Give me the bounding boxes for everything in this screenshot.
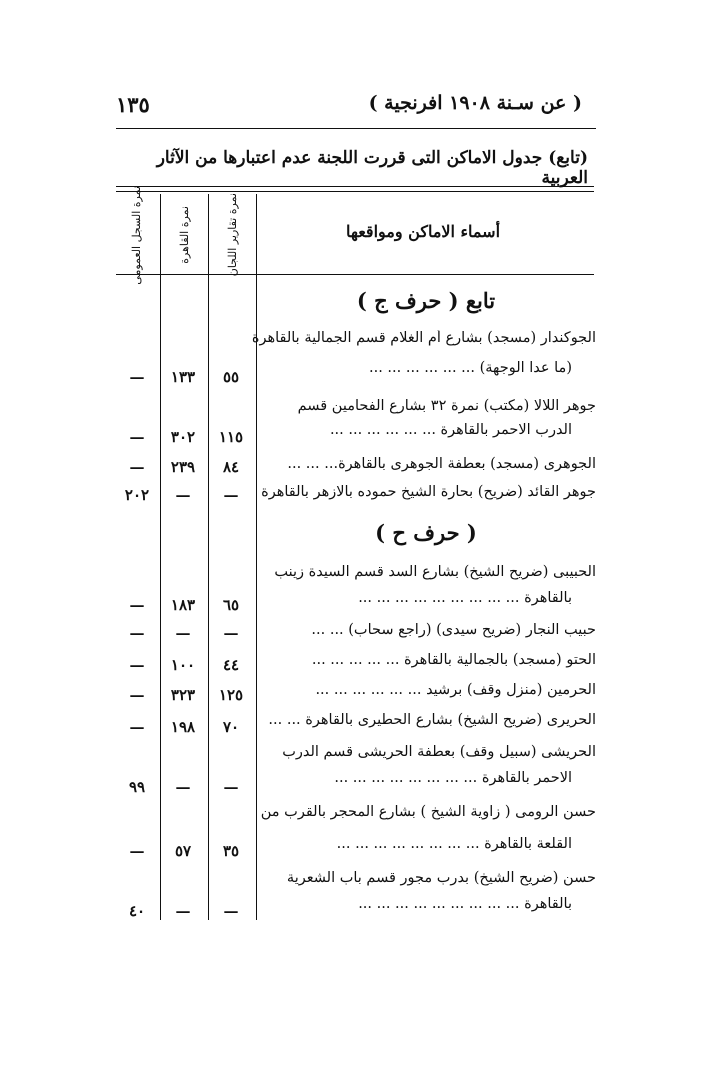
- entry-line: القلعة بالقاهرة ... ... ... ... ... ... ... ...: [336, 836, 572, 852]
- entry-line: الدرب الاحمر بالقاهرة ... ... ... ... ... ...: [329, 422, 572, 438]
- table-top-rule-inner: [116, 191, 594, 192]
- table-header-rule: [116, 274, 594, 275]
- entry-area-value: ٢٣٩: [170, 458, 196, 476]
- entry-line: جوهر اللالا (مكتب) نمرة ٣٢ بشارع الفحامين قسم: [297, 398, 596, 414]
- entry-ref-value: ٦٥: [222, 596, 240, 614]
- entry-bus-value: —: [129, 458, 145, 476]
- entry-ref-value: ٨٤: [222, 458, 240, 476]
- page-header: [116, 92, 596, 122]
- column-header-bus-label: نمرة السجل العمومى: [130, 185, 143, 285]
- table-caption: (تابع) جدول الاماكن التى قررت اللجنة عدم اعتبارها من الآثار العربية: [156, 148, 588, 188]
- entry-ref-value: —: [223, 778, 239, 796]
- entry-line: الجوهرى (مسجد) بعطفة الجوهرى بالقاهرة... ... ...: [287, 456, 596, 472]
- column-header-area: [162, 200, 208, 270]
- entry-bus-value: —: [129, 624, 145, 642]
- column-divider-area: [160, 194, 161, 920]
- entry-line: الحتو (مسجد) بالجمالية بالقاهرة ... ... ... ... ...: [311, 652, 596, 668]
- column-divider-ref: [208, 194, 209, 920]
- entry-line: الحرمين (منزل وقف) برشيد ... ... ... ... ... ...: [315, 682, 596, 698]
- entry-area-value: —: [175, 902, 191, 920]
- section-heading-jim: تابع ( حرف ج ): [356, 288, 496, 313]
- entry-ref-value: ٤٤: [222, 656, 240, 674]
- entry-bus-value: —: [129, 596, 145, 614]
- entry-area-value: —: [175, 778, 191, 796]
- entry-area-value: ٥٧: [174, 842, 192, 860]
- entry-ref-value: ١٢٥: [218, 686, 244, 704]
- entry-line: حسن الرومى ( زاوية الشيخ ) بشارع المحجر بالقرب من: [260, 804, 596, 820]
- column-header-bus: [114, 185, 160, 285]
- table-top-rule: [116, 186, 594, 187]
- entry-area-value: —: [175, 624, 191, 642]
- entry-line: الحريشى (سبيل وقف) بعطفة الحريشى قسم الدرب: [282, 744, 596, 760]
- section-heading-ha: ( حرف ح ): [375, 520, 477, 545]
- entry-line: الاحمر بالقاهرة ... ... ... ... ... ... ... ...: [334, 770, 572, 786]
- column-header-ref-label: نمرة تقارير اللجان: [226, 193, 239, 277]
- entry-ref-value: —: [223, 624, 239, 642]
- entry-area-value: —: [175, 486, 191, 504]
- entry-bus-value: —: [129, 718, 145, 736]
- entry-area-value: ١٩٨: [170, 718, 196, 736]
- entry-ref-value: —: [223, 486, 239, 504]
- entry-bus-value: ٢٠٢: [124, 486, 150, 504]
- entry-area-value: ٣٠٢: [170, 428, 196, 446]
- column-header-names: أسماء الاماكن ومواقعها: [345, 222, 501, 241]
- entry-bus-value: ٩٩: [128, 778, 146, 796]
- entry-line: الجوكندار (مسجد) بشارع أم الغلام قسم الجمالية بالقاهرة: [251, 330, 596, 346]
- entry-line: الحبيبى (ضريح الشيخ) بشارع السد قسم السيدة زينب: [274, 564, 596, 580]
- entry-bus-value: —: [129, 368, 145, 386]
- column-header-ref: [210, 193, 256, 277]
- entry-line: حسن (ضريح الشيخ) بدرب مجور قسم باب الشعرية: [286, 870, 596, 886]
- entry-line: بالقاهرة ... ... ... ... ... ... ... ... ...: [358, 896, 572, 912]
- entry-area-value: ١٣٣: [170, 368, 196, 386]
- entry-bus-value: —: [129, 656, 145, 674]
- entry-ref-value: ١١٥: [218, 428, 244, 446]
- entry-line: (ما عدا الوجهة) ... ... ... ... ... ...: [369, 360, 572, 376]
- entry-area-value: ١٠٠: [170, 656, 196, 674]
- header-rule: [116, 128, 596, 129]
- entry-ref-value: ٧٠: [222, 718, 240, 736]
- entry-bus-value: —: [129, 686, 145, 704]
- entry-area-value: ٣٢٣: [170, 686, 196, 704]
- entry-line: جوهر القائد (ضريح) بحارة الشيخ حموده بالازهر بالقاهرة: [261, 484, 596, 500]
- entry-bus-value: ٤٠: [128, 902, 146, 920]
- entry-bus-value: —: [129, 428, 145, 446]
- entry-bus-value: —: [129, 842, 145, 860]
- entry-area-value: ١٨٣: [170, 596, 196, 614]
- entry-ref-value: ٥٥: [222, 368, 240, 386]
- entry-line: حبيب النجار (ضريح سيدى) (راجع سحاب) ... ...: [311, 622, 596, 638]
- running-title: ( عن سـنة ١٩٠٨ افرنجية ): [368, 92, 582, 114]
- entry-line: بالقاهرة ... ... ... ... ... ... ... ... ...: [358, 590, 572, 606]
- entry-ref-value: ٣٥: [222, 842, 240, 860]
- column-header-area-label: نمرة القاهرة: [178, 206, 191, 264]
- page-number: ١٣٥: [116, 92, 150, 117]
- entry-line: الحريرى (ضريح الشيخ) بشارع الحطيرى بالقاهرة ... ...: [268, 712, 596, 728]
- entry-ref-value: —: [223, 902, 239, 920]
